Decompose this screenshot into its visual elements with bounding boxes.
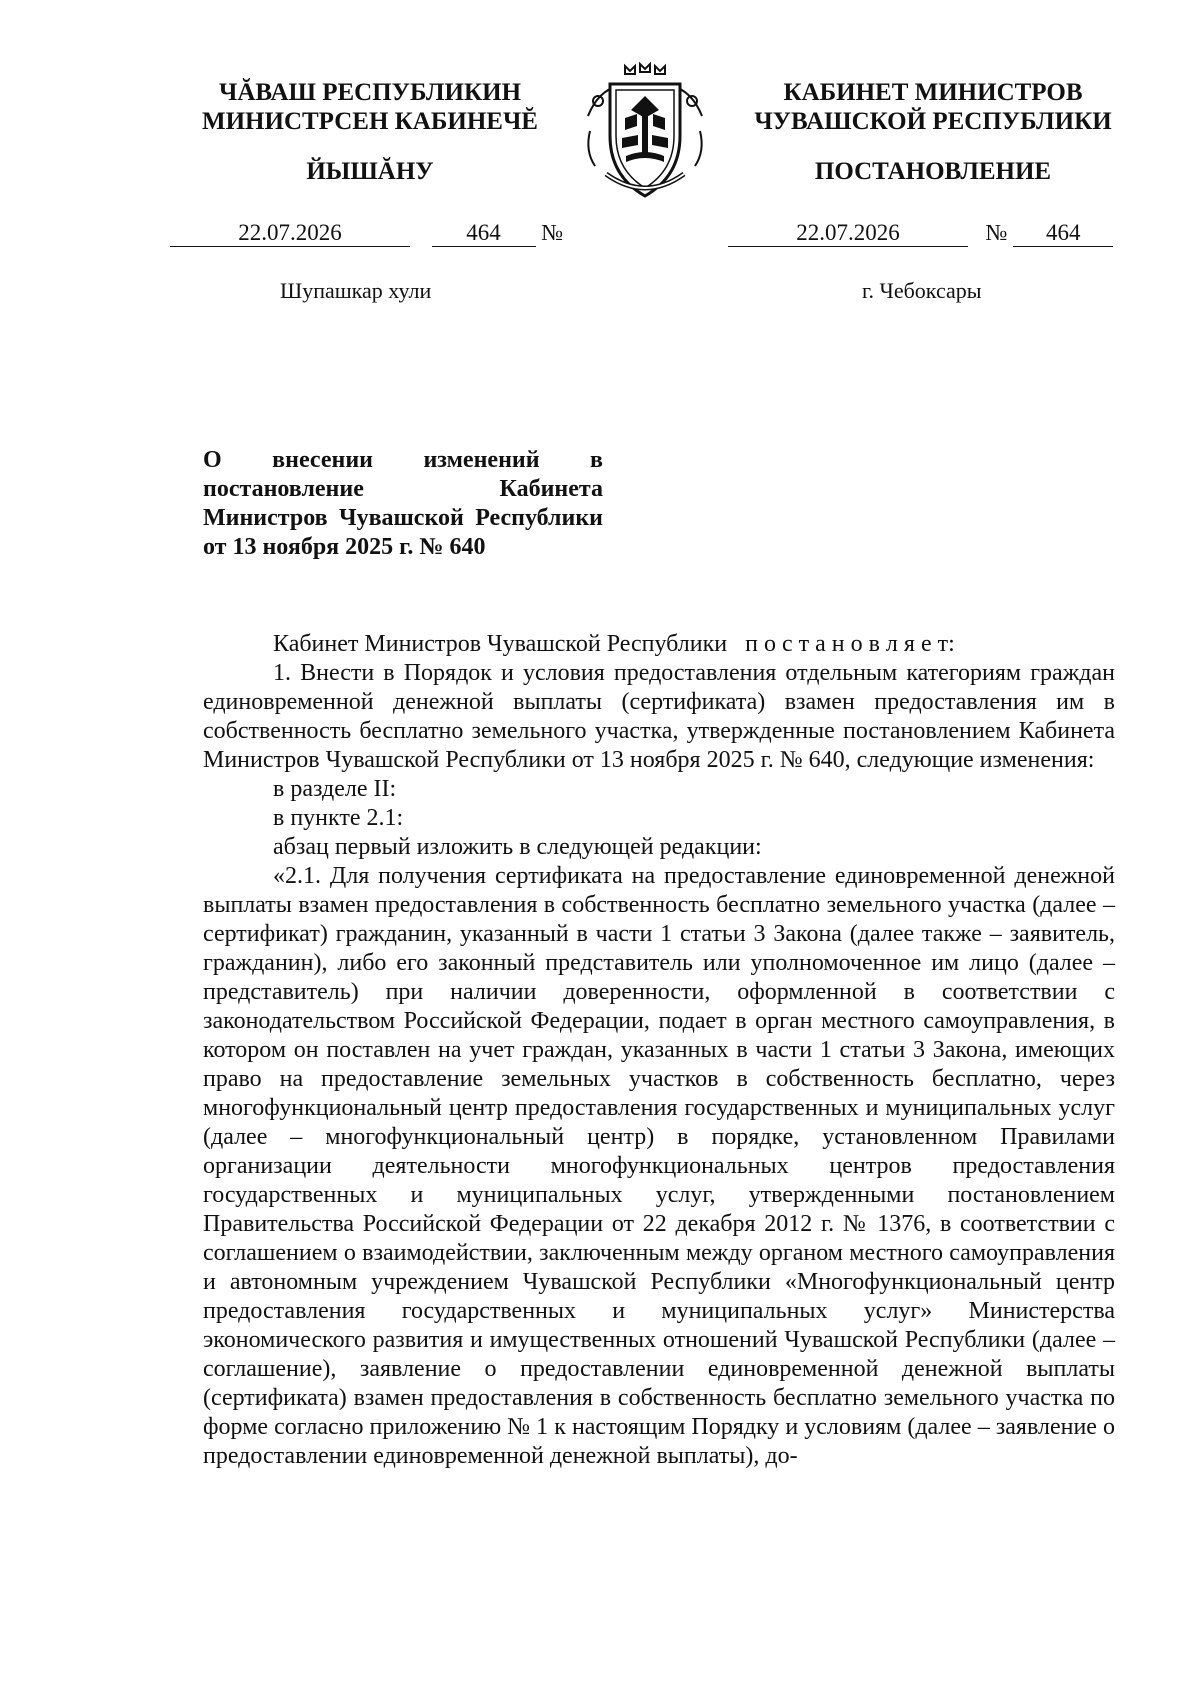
paragraph-4: абзац первый изложить в следующей редакции: xyxy=(273,834,762,860)
header-right-doc-type: ПОСТАНОВЛЕНИЕ xyxy=(814,158,1052,185)
city-left: Шупашкар хули xyxy=(280,278,432,303)
city-right: г. Чебоксары xyxy=(862,278,982,303)
right-number: 464 xyxy=(1013,220,1113,247)
right-number-line xyxy=(728,220,1113,247)
header-left-doc-type: ЙЫШĂНУ xyxy=(306,158,434,185)
coat-of-arms-icon xyxy=(570,56,720,206)
document-title: О внесении изменений в постановление Кабинета Министров Чувашской Республики от 13 ноября 2025 г. № 640 xyxy=(203,447,603,560)
paragraph-5: «2.1. Для получения сертификата на предоставление единовременной денежной выплаты взамен предоставления в собственность бесплатно земельного участка (далее – сертификат) гражданин, указанный в части 1 статьи 3 Закона (далее также – заявитель, гражданин), либо его законный представитель или уполномоченное им лицо (далее – представитель) при наличии доверенности, оформленной в соответствии с законодательством Российской Федерации, подает в орган местного самоуправления, в котором он поставлен на учет граждан, указанных в части 1 статьи 3 Закона, имеющих право на предоставление земельных участков в собственность бесплатно, через многофункциональный центр предоставления государственных и муниципальных услуг (далее – многофункциональный центр) в порядке, установленном Правилами организации деятельности многофункциональных центров предоставления государственных и муниципальных услуг, утвержденными постановлением Правительства Российской Федерации от 22 декабря 2012 г. № 1376, в соответствии с соглашением о взаимодействии, заключенным между органом местного самоуправления и автономным учреждением Чувашской Республики «Многофункциональный центр предоставления государственных и муниципальных услуг» Министерства экономического развития и имущественных отношений Чувашской Республики (далее – соглашение), заявление о предоставлении единовременной денежной выплаты (сертификата) взамен предоставления в собственность бесплатно земельного участка по форме согласно приложению № 1 к настоящим Порядку и условиям (далее – заявление о предоставлении единовременной денежной выплаты), до- xyxy=(203,863,1115,1469)
paragraph-1: 1. Внести в Порядок и условия предоставления отдельным категориям граждан единовременной денежной выплаты (сертификата) взамен предоставления им в собственность бесплатно земельного участка, утвержденные постановлением Кабинета Министров Чувашской Республики от 13 ноября 2025 г. № 640, следующие изменения: xyxy=(203,660,1115,773)
header-right-line2: ЧУВАШСКОЙ РЕСПУБЛИКИ xyxy=(754,108,1112,135)
paragraph-2: в разделе II: xyxy=(273,776,397,802)
intro-decree: п о с т а н о в л я е т: xyxy=(745,631,955,657)
intro-text: Кабинет Министров Чувашской Республики xyxy=(273,631,728,657)
intro-line xyxy=(203,630,1115,659)
left-number-line xyxy=(170,220,563,247)
paragraph-3: в пункте 2.1: xyxy=(273,805,404,831)
header-left-line2: МИНИСТРСЕН КАБИНЕЧĔ xyxy=(202,108,538,135)
header-left-line1: ЧĂВАШ РЕСПУБЛИКИН xyxy=(218,79,522,106)
left-date: 22.07.2026 xyxy=(170,220,410,247)
header-left xyxy=(170,78,570,136)
left-number: 464 xyxy=(432,220,536,247)
right-date: 22.07.2026 xyxy=(728,220,968,247)
left-number-sign: № xyxy=(541,220,564,245)
right-number-sign: № xyxy=(985,220,1008,245)
document-body xyxy=(203,630,1115,1471)
header-right xyxy=(728,78,1138,136)
header-right-line1: КАБИНЕТ МИНИСТРОВ xyxy=(783,79,1083,106)
